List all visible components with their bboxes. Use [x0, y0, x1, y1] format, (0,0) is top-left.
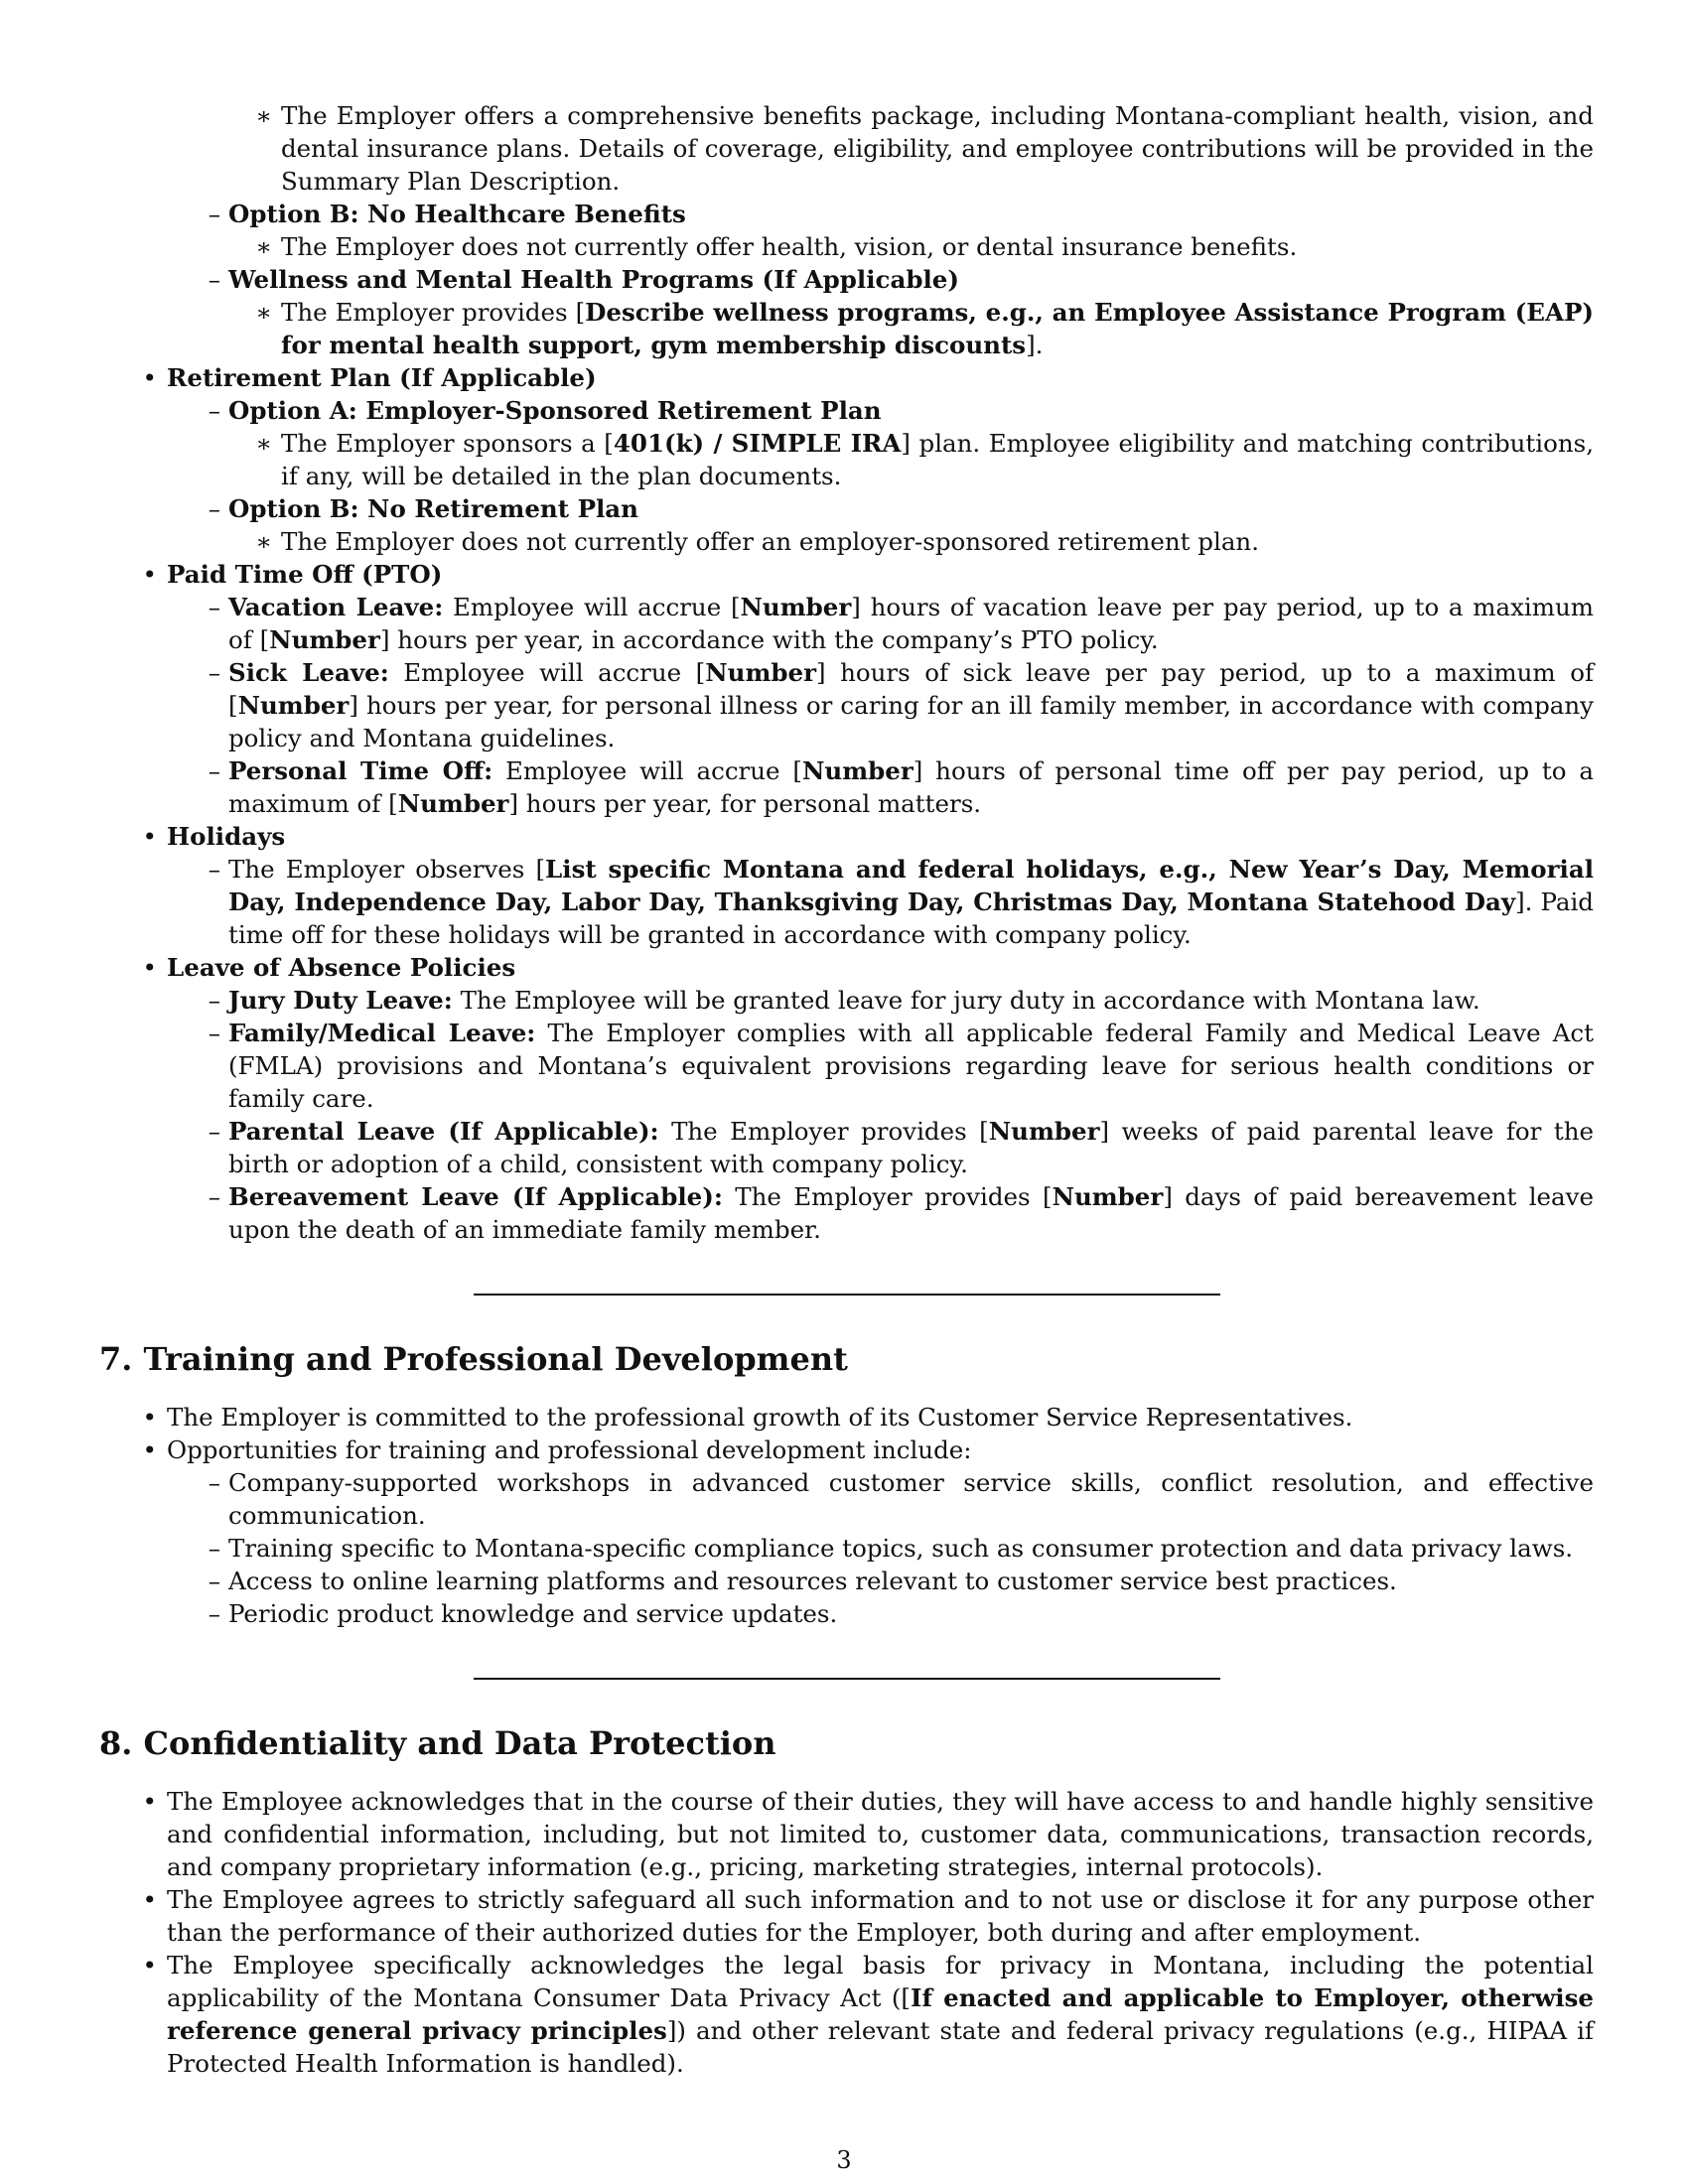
vacation-text: Employee will accrue [	[443, 593, 741, 621]
dash-marker: –	[208, 1117, 220, 1146]
wellness-title: Wellness and Mental Health Programs (If Applicable)	[228, 265, 959, 294]
confidentiality-bullet-1: The Employee acknowledges that in the course of their duties, they will have access to and handle highly sensitive and confidential information, including, but not limited to, customer data, communications, transaction records, and company proprietary information (e.g., pricing, marketing strategies, internal protocols).	[167, 1786, 1594, 1881]
list-item	[99, 656, 1594, 754]
list-item	[99, 230, 1594, 263]
wellness-text-post: ].	[1026, 331, 1044, 359]
number-placeholder: Number	[237, 691, 350, 720]
list-item	[99, 1883, 1594, 1949]
dash-marker: –	[208, 986, 220, 1015]
section-8-heading: 8. Confidentiality and Data Protection	[99, 1723, 776, 1762]
list-item	[99, 1785, 1594, 1883]
bullet-marker: •	[142, 1884, 157, 1914]
page-number: 3	[836, 2146, 852, 2174]
star-marker: ∗	[255, 101, 272, 130]
pto-title: Paid Time Off (PTO)	[167, 560, 443, 589]
personal-text: ] hours per year, for personal matters.	[508, 789, 982, 818]
holidays-title: Holidays	[167, 822, 286, 851]
dash-marker: –	[208, 855, 220, 884]
jury-text: The Employee will be granted leave for jury duty in accordance with Montana law.	[452, 986, 1480, 1015]
retirement-title: Retirement Plan (If Applicable)	[167, 363, 597, 392]
bullet-marker: •	[142, 822, 157, 851]
section-7-heading: 7. Training and Professional Development	[99, 1340, 848, 1378]
vacation-label: Vacation Leave:	[228, 593, 444, 621]
dash-marker: –	[208, 1468, 220, 1497]
bereavement-text: ] days of paid bereavement leave upon the death of an immediate family member.	[228, 1182, 1594, 1244]
retirement-option-b-detail: The Employer does not currently offer an employer-sponsored retirement plan.	[281, 527, 1259, 556]
dash-marker: –	[208, 1182, 220, 1211]
star-marker: ∗	[255, 527, 272, 556]
dash-marker: –	[208, 1019, 220, 1047]
bullet-marker: •	[142, 1786, 157, 1816]
section-divider	[474, 1294, 1220, 1296]
page-content	[99, 99, 1594, 2080]
bullet-marker: •	[142, 953, 157, 982]
number-placeholder: Number	[705, 658, 817, 687]
list-item	[99, 558, 1594, 591]
training-list	[99, 1401, 1594, 1630]
fmla-text: The Employer complies with all applicable federal Family and Medical Leave Act (FMLA) provisions and Montana’s equivalent provisions regarding leave for serious health conditions or family care.	[228, 1019, 1595, 1113]
parental-label: Parental Leave (If Applicable):	[228, 1117, 659, 1146]
list-item	[99, 1532, 1594, 1565]
holidays-post: ]. Paid time off for these holidays will be granted in accordance with company policy.	[228, 887, 1594, 949]
dash-marker: –	[208, 756, 220, 785]
number-placeholder: Number	[269, 625, 380, 654]
bullet-marker: •	[142, 1403, 157, 1432]
jury-label: Jury Duty Leave:	[228, 986, 453, 1015]
list-item	[99, 820, 1594, 853]
retirement-a-post: ] plan. Employee eligibility and matching contributions, if any, will be detailed in the plan documents.	[281, 429, 1594, 490]
number-placeholder: Number	[1052, 1182, 1164, 1211]
holidays-pre: The Employer observes [	[228, 855, 546, 884]
sick-text: ] hours per year, for personal illness or caring for an ill family member, in accordance with company policy and Montana guidelines.	[228, 691, 1594, 752]
training-sub-2: Training specific to Montana-specific compliance topics, such as consumer protection and data privacy laws.	[228, 1534, 1574, 1563]
healthcare-option-b-detail: The Employer does not currently offer health, vision, or dental insurance benefits.	[281, 232, 1298, 261]
list-item	[99, 1597, 1594, 1630]
parental-text: The Employer provides [	[658, 1117, 989, 1146]
fmla-label: Family/Medical Leave:	[228, 1019, 536, 1047]
training-sub-4: Periodic product knowledge and service updates.	[228, 1599, 838, 1628]
holidays-placeholder: List specific Montana and federal holidays, e.g., New Year’s Day, Memorial Day, Independence Day, Labor Day, Thanksgiving Day, Christmas Day, Montana Statehood Day	[228, 855, 1595, 916]
parental-text: ] weeks of paid parental leave for the birth or adoption of a child, consistent with company policy.	[228, 1117, 1594, 1178]
list-item	[99, 296, 1594, 361]
number-placeholder: Number	[801, 756, 914, 785]
dash-marker: –	[208, 1534, 220, 1563]
list-item	[99, 263, 1594, 296]
list-item	[99, 1017, 1594, 1115]
personal-text: Employee will accrue [	[492, 756, 802, 785]
sick-label: Sick Leave:	[228, 658, 389, 687]
list-item	[99, 951, 1594, 984]
healthcare-option-a-detail: The Employer offers a comprehensive benefits package, including Montana-compliant health, vision, and dental insurance plans. Details of coverage, eligibility, and employee contributions will be provided in the Summary Plan Description.	[281, 101, 1594, 196]
list-item	[99, 1115, 1594, 1180]
dash-marker: –	[208, 1599, 220, 1628]
retirement-a-pre: The Employer sponsors a [	[281, 429, 614, 458]
bullet-marker: •	[142, 363, 157, 392]
star-marker: ∗	[255, 232, 272, 261]
list-item	[99, 1180, 1594, 1246]
section-divider	[474, 1678, 1220, 1680]
privacy-text-post: ]) and other relevant state and federal privacy regulations (e.g., HIPAA if Protected Health Information is handled).	[167, 2015, 1595, 2078]
healthcare-option-b-title: Option B: No Healthcare Benefits	[228, 200, 686, 228]
list-item	[99, 1565, 1594, 1597]
dash-marker: –	[208, 658, 220, 687]
bereavement-label: Bereavement Leave (If Applicable):	[228, 1182, 723, 1211]
star-marker: ∗	[255, 298, 272, 327]
training-sub-3: Access to online learning platforms and resources relevant to customer service best practices.	[228, 1567, 1397, 1595]
retirement-option-a-title: Option A: Employer-Sponsored Retirement Plan	[228, 396, 882, 425]
list-item	[99, 984, 1594, 1017]
list-item	[99, 394, 1594, 427]
list-item	[99, 853, 1594, 951]
list-item	[99, 99, 1594, 198]
dash-marker: –	[208, 494, 220, 523]
confidentiality-bullet-2: The Employee agrees to strictly safeguard all such information and to not use or disclose it for any purpose other than the performance of their authorized duties for the Employer, both during and after employment.	[167, 1884, 1594, 1947]
list-item	[99, 492, 1594, 525]
personal-label: Personal Time Off:	[228, 756, 493, 785]
bullet-marker: •	[142, 560, 157, 589]
number-placeholder: Number	[740, 593, 852, 621]
personal-text: ] hours of personal time off per pay period, up to a maximum of [	[228, 756, 1594, 818]
leave-title: Leave of Absence Policies	[167, 953, 516, 982]
retirement-plan-placeholder: 401(k) / SIMPLE IRA	[613, 429, 902, 458]
benefits-list	[99, 99, 1594, 1246]
list-item	[99, 591, 1594, 656]
dash-marker: –	[208, 265, 220, 294]
dash-marker: –	[208, 396, 220, 425]
list-item	[99, 1949, 1594, 2080]
dash-marker: –	[208, 1567, 220, 1595]
list-item	[99, 1433, 1594, 1466]
list-item	[99, 198, 1594, 230]
training-bullet-1: The Employer is committed to the professional growth of its Customer Service Representatives.	[167, 1403, 1353, 1432]
wellness-text-pre: The Employer provides [	[281, 298, 586, 327]
bereavement-text: The Employer provides [	[722, 1182, 1053, 1211]
sick-text: Employee will accrue [	[388, 658, 706, 687]
list-item	[99, 361, 1594, 394]
list-item	[99, 525, 1594, 558]
number-placeholder: Number	[397, 789, 509, 818]
privacy-placeholder: If enacted and applicable to Employer, otherwise reference general privacy principles	[167, 1982, 1594, 2045]
star-marker: ∗	[255, 429, 272, 458]
list-item	[99, 427, 1594, 492]
dash-marker: –	[208, 200, 220, 228]
bullet-marker: •	[142, 1950, 157, 1979]
list-item	[99, 754, 1594, 820]
bullet-marker: •	[142, 1435, 157, 1464]
list-item	[99, 1401, 1594, 1433]
number-placeholder: Number	[988, 1117, 1100, 1146]
retirement-option-b-title: Option B: No Retirement Plan	[228, 494, 638, 523]
vacation-text: ] hours of vacation leave per pay period, up to a maximum of [	[228, 593, 1595, 654]
confidentiality-list	[99, 1785, 1594, 2080]
vacation-text: ] hours per year, in accordance with the company’s PTO policy.	[379, 625, 1159, 654]
dash-marker: –	[208, 593, 220, 621]
wellness-placeholder: Describe wellness programs, e.g., an Employee Assistance Program (EAP) for mental health support, gym membership discounts	[281, 298, 1594, 359]
training-sub-1: Company-supported workshops in advanced customer service skills, conflict resolution, and effective communication.	[228, 1468, 1594, 1530]
list-item	[99, 1466, 1594, 1532]
privacy-text-pre: The Employee specifically acknowledges the legal basis for privacy in Montana, including the potential applicability of the Montana Consumer Data Privacy Act ([	[167, 1950, 1594, 2012]
training-bullet-2: Opportunities for training and professional development include:	[167, 1435, 972, 1464]
sick-text: ] hours of sick leave per pay period, up to a maximum of [	[228, 658, 1595, 720]
